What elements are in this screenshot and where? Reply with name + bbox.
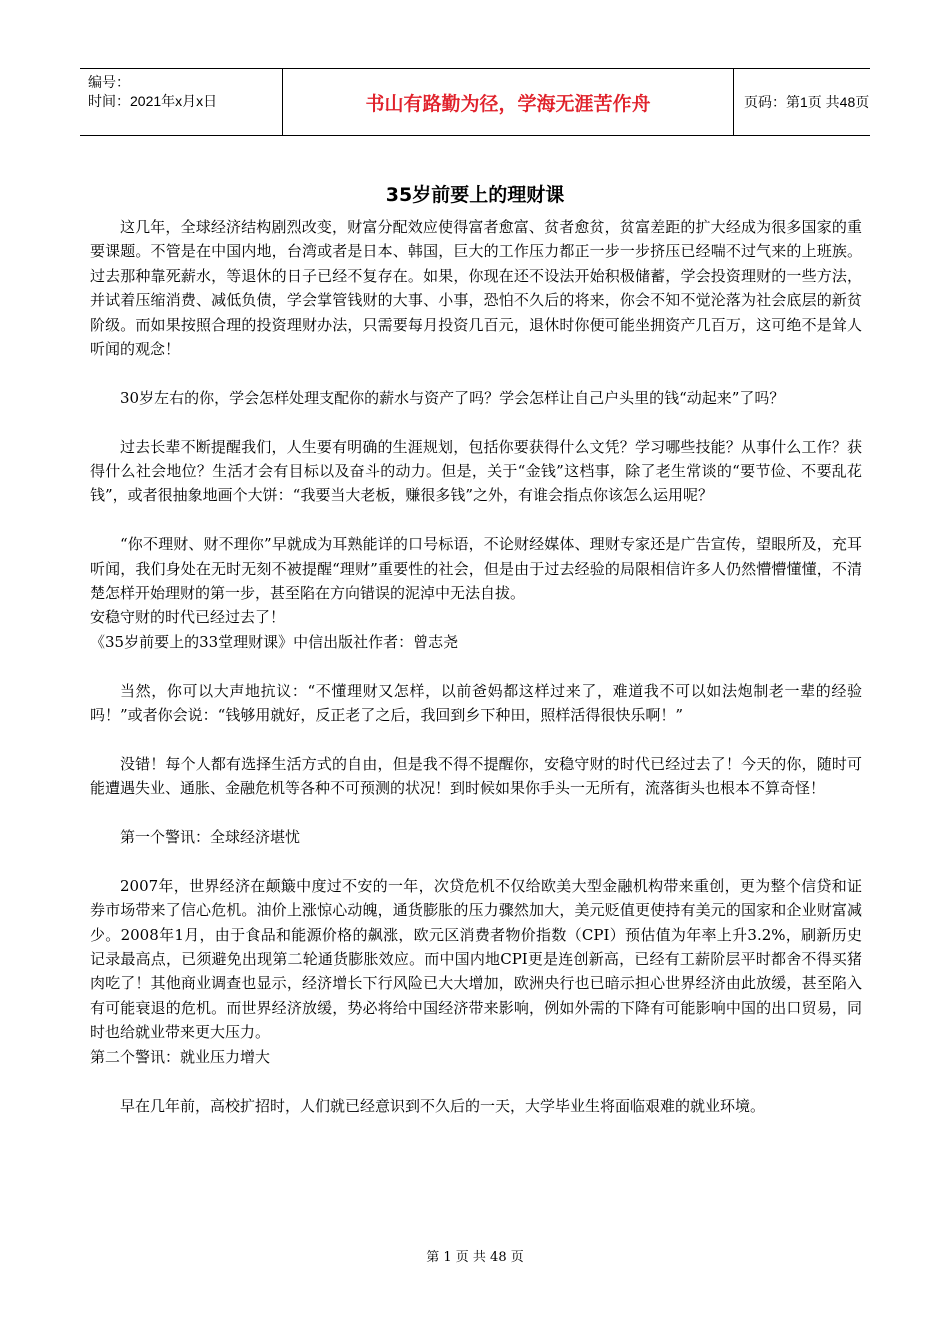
header-left-cell xyxy=(80,69,282,135)
paragraph: 安稳守财的时代已经过去了！ xyxy=(90,608,286,627)
document-title: 35岁前要上的理财课 xyxy=(385,184,565,206)
page-footer: 第 1 页 共 48 页 xyxy=(426,1250,524,1265)
document-header xyxy=(80,68,870,136)
paragraph: 2007年，世界经济在颠簸中度过不安的一年，次贷危机不仅给欧美大型金融机构带来重创，更为整个信贷和证券市场带来了信心危机。油价上涨惊心动魄，通货膨胀的压力骤然加大，美元贬值更使持有美元的国家和企业财富减少。2008年1月，由于食品和能源价格的飙涨，欧元区消费者物价指数（CPI）预估值为年率上升3.2%，刷新历史记录最高点，已须避免出现第二轮通货膨胀效应。而中国内地CPI更是连创新高，已经有工薪阶层平时都舍不得买猪肉吃了！其他商业调查也显示，经济增长下行风险已大大增加，欧洲央行也已暗示担心世界经济由此放缓，甚至陷入有可能衰退的危机。而世界经济放缓，势必将给中国经济带来影响，例如外需的下降有可能影响中国的出口贸易，同时也给就业带来更大压力。 xyxy=(90,876,862,1042)
paragraph: 早在几年前，高校扩招时，人们就已经意识到不久后的一天，大学毕业生将面临艰难的就业环境。 xyxy=(120,1096,766,1115)
paragraph: 过去长辈不断提醒我们，人生要有明确的生涯规划，包括你要获得什么文凭？学习哪些技能？从事什么工作？获得什么社会地位？生活才会有目标以及奋斗的动力。但是，关于“金钱”这档事，除了老生常谈的“要节俭、不要乱花钱”，或者很抽象地画个大饼：“我要当大老板，赚很多钱”之外，有谁会指点你该怎么运用呢？ xyxy=(90,437,862,505)
document-body xyxy=(90,215,862,1118)
paragraph: 这几年，全球经济结构剧烈改变，财富分配效应使得富者愈富、贫者愈贫，贫富差距的扩大经成为很多国家的重要课题。不管是在中国内地，台湾或者是日本、韩国，巨大的工作压力都正一步一步挤压已经喘不过气来的上班族。过去那种靠死薪水，等退休的日子已经不复存在。如果，你现在还不设法开始积极储蓄，学会投资理财的一些方法，并试着压缩消费、减低负债，学会掌管钱财的大事、小事，恐怕不久后的将来，你会不知不觉沦落为社会底层的新贫阶级。而如果按照合理的投资理财办法，只需要每月投资几百元，退休时你便可能坐拥资产几百万，这可绝不是耸人听闻的观念！ xyxy=(90,218,862,359)
paragraph: “你不理财、财不理你”早就成为耳熟能详的口号标语，不论财经媒体、理财专家还是广告宣传，望眼所及，充耳听闻，我们身处在无时无刻不被提醒“理财”重要性的社会，但是由于过去经验的局限相信许多人仍然懵懵懂懂，不清楚怎样开始理财的第一步，甚至陷在方向错误的泥淖中无法自拔。 xyxy=(90,535,862,603)
motto: 书山有路勤为径，学海无涯苦作舟 xyxy=(282,69,734,135)
section-heading: 第二个警讯：就业压力增大 xyxy=(90,1047,271,1066)
time-label: 时间：2021年x月x日 xyxy=(88,93,218,109)
paragraph: 没错！每个人都有选择生活方式的自由，但是我不得不提醒你，安稳守财的时代已经过去了！今天的你，随时可能遭遇失业、通胀、金融危机等各种不可预测的状况！到时候如果你手头一无所有，流落街头也根本不算奇怪！ xyxy=(90,754,862,798)
code-label: 编号： xyxy=(88,74,130,90)
page-info: 页码：第1页 共48页 xyxy=(744,94,870,110)
paragraph: 当然，你可以大声地抗议：“不懂理财又怎样，以前爸妈都这样过来了，难道我不可以如法炮制老一辈的经验吗！”或者你会说：“钱够用就好，反正老了之后，我回到乡下种田，照样活得很快乐啊！” xyxy=(90,681,862,725)
paragraph: 30岁左右的你，学会怎样处理支配你的薪水与资产了吗？学会怎样让自己户头里的钱“动起来”了吗？ xyxy=(120,388,785,407)
section-heading: 第一个警讯：全球经济堪忧 xyxy=(120,828,301,847)
book-citation: 《35岁前要上的33堂理财课》中信出版社作者：曾志尧 xyxy=(90,632,459,651)
